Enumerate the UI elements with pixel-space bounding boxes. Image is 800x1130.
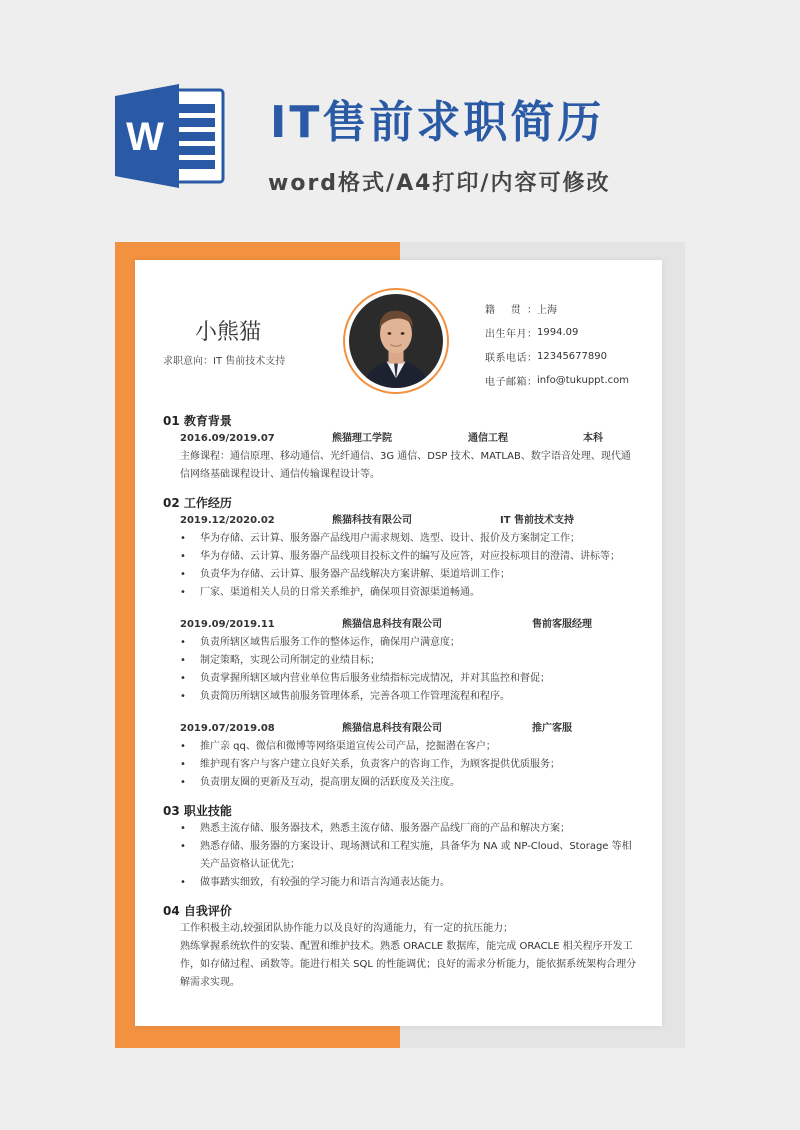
self-eval-line: 熟练掌握系统软件的安装、配置和维护技术。熟悉 ORACLE 数据库，能完成 ORACLE 相关程序开发工作，如存储过程、函数等。能进行相关 SQL 的性能调优；良好的需求分析能力，能依据系统架构合理分解需求实现。 bbox=[180, 941, 637, 988]
list-item: • 制定策略，实现公司所制定的业绩目标； bbox=[180, 652, 638, 670]
list-item: • 负责所辖区域售后服务工作的整体运作，确保用户满意度； bbox=[180, 634, 638, 652]
section-title-work: 02 工作经历 bbox=[163, 496, 232, 510]
info-row-phone: 联系电话： 12345677890 bbox=[485, 350, 607, 364]
info-row-email: 电子邮箱： info@tukuppt.com bbox=[485, 374, 629, 388]
education-header: 2016.09/2019.07 熊猫理工学院 通信工程 本科 bbox=[180, 433, 603, 444]
list-item: • 负责朋友圈的更新及互动，提高朋友圈的活跃度及关注度。 bbox=[180, 774, 638, 792]
list-item: • 厂家、渠道相关人员的日常关系维护，确保项目资源渠道畅通。 bbox=[180, 584, 638, 602]
list-item: • 推广亲 qq、微信和微博等网络渠道宣传公司产品，挖掘潜在客户； bbox=[180, 738, 638, 756]
list-item: • 熟悉主流存储、服务器技术，熟悉主流存储、服务器产品线厂商的产品和解决方案； bbox=[180, 820, 638, 838]
self-eval-line: 工作积极主动,较强团队协作能力以及良好的沟通能力，有一定的抗压能力； bbox=[180, 923, 514, 934]
page-subtitle: word格式/A4打印/内容可修改 bbox=[268, 171, 611, 196]
job-header: 2019.07/2019.08 熊猫信息科技有限公司 推广客服 bbox=[180, 723, 572, 734]
section-title-education: 01 教育背景 bbox=[163, 414, 232, 428]
education-courses: 主修课程：通信原理、移动通信、光纤通信、3G 通信、DSP 技术、MATLAB、数字语音处理、现代通信网络基础课程设计、通信传输课程设计等。 bbox=[180, 451, 631, 480]
list-item: • 负责华为存储、云计算、服务器产品线解决方案讲解、渠道培训工作； bbox=[180, 566, 638, 584]
job-header: 2019.09/2019.11 熊猫信息科技有限公司 售前客服经理 bbox=[180, 619, 592, 630]
word-logo-letter: W bbox=[126, 115, 164, 159]
avatar-photo-icon bbox=[349, 294, 443, 388]
list-item: • 负责掌握所辖区域内营业单位售后服务业绩指标完成情况，并对其监控和督促； bbox=[180, 670, 638, 688]
list-item: • 华为存储、云计算、服务器产品线项目投标文件的编写及应答，对应投标项目的澄清、讲标等； bbox=[180, 548, 638, 566]
list-item: • 维护现有客户与客户建立良好关系，负责客户的咨询工作，为顾客提供优质服务； bbox=[180, 756, 638, 774]
list-item: • 华为存储、云计算、服务器产品线用户需求规划、选型、设计、报价及方案制定工作； bbox=[180, 530, 638, 548]
section-title-self: 04 自我评价 bbox=[163, 904, 232, 918]
info-row-hometown: 籍 贯： 上海 bbox=[485, 304, 557, 316]
job-duties bbox=[163, 738, 638, 792]
resume-paper bbox=[135, 260, 662, 1026]
job-intent: 求职意向：IT 售前技术支持 bbox=[163, 356, 286, 367]
word-logo-icon bbox=[115, 84, 225, 188]
job-duties bbox=[163, 530, 638, 602]
resume-body bbox=[163, 408, 638, 992]
list-item: • 做事踏实细致，有较强的学习能力和语言沟通表达能力。 bbox=[180, 874, 638, 892]
job-duties bbox=[163, 634, 638, 706]
contact-info bbox=[485, 296, 629, 392]
section-title-skills: 03 职业技能 bbox=[163, 804, 232, 818]
avatar bbox=[343, 288, 449, 394]
candidate-name: 小熊猫 bbox=[195, 320, 262, 345]
job-header: 2019.12/2020.02 熊猫科技有限公司 IT 售前技术支持 bbox=[180, 515, 575, 526]
page-title: IT售前求职简历 bbox=[270, 97, 605, 148]
info-row-birth: 出生年月： 1994.09 bbox=[485, 326, 579, 340]
list-item: • 负责简历所辖区域售前服务管理体系，完善各项工作管理流程和程序。 bbox=[180, 688, 638, 706]
list-item: • 熟悉存储、服务器的方案设计、现场测试和工程实施，具备华为 NA 或 NP-Cloud、Storage 等相关产品资格认证优先； bbox=[180, 838, 638, 874]
skills-list bbox=[163, 820, 638, 892]
